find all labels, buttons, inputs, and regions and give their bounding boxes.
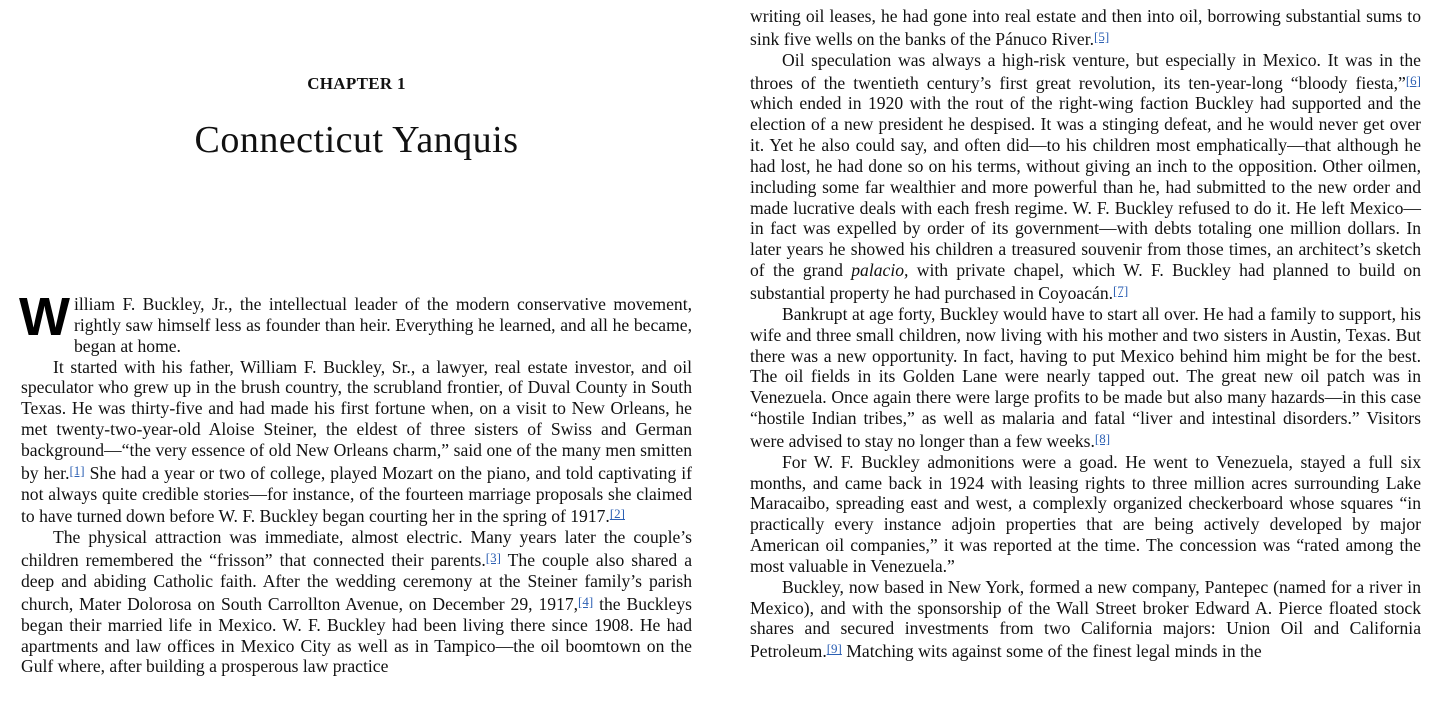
paragraph-text: with private chapel, which W. F. Buckley had planned to build on substantial property he had purchased in Coyoacán. <box>750 260 1421 303</box>
paragraph-text: Matching wits against some of the finest legal minds in the <box>841 641 1262 662</box>
footnote-link-5[interactable]: [5] <box>1094 28 1110 44</box>
paragraph-text: illiam F. Buckley, Jr., the intellectual leader of the modern conservative movement, rightly saw himself less as founder than heir. Everything he learned, and all he became, began at home. <box>73 294 692 356</box>
paragraph-text: Oil speculation was always a high-risk venture, but especially in Mexico. It was in the throes of the twentieth century’s first great revolution, its ten-year-long “bloody fiesta,” <box>750 49 1421 93</box>
paragraph-text: the Buckleys began their married life in Mexico. W. F. Buckley had been living there since 1908. He had apartments and law offices in Mexico City as well as in Tampico—the oil boomtown on the Gulf where, after building a prosperous law practice <box>21 593 692 677</box>
footnote-link-2[interactable]: [2] <box>609 506 626 522</box>
paragraph-text: For W. F. Buckley admonitions were a goad. He went to Venezuela, stayed a full six months, and came back in 1924 with leasing rights to three million acres surrounding Lake Maracaibo, spreading east and west, a complexly organized checkerboard whose squares “in practically every instance adjoin properties that are being actively developed by major American oil companies,” it was reported at the time. The concession was “rated among the most valuable in Venezuela.” <box>750 451 1421 576</box>
footnote-link-4[interactable]: [4] <box>578 593 594 609</box>
paragraph <box>21 357 692 528</box>
paragraph-text: She had a year or two of college, played Mozart on the piano, and told captivating if not always quite credible stories—for instance, of the fourteen marriage proposals she claimed to have turned down before W. F. Buckley began courting her in the spring of 1917. <box>21 462 692 527</box>
paragraph <box>19 287 692 357</box>
paragraph-text: writing oil leases, he had gone into real estate and then into oil, borrowing substantial sums to sink five wells on the banks of the Pánuco River. <box>750 6 1421 49</box>
italic-word: palacio, <box>851 260 909 281</box>
paragraph-text: Bankrupt at age forty, Buckley would have to start all over. He had a family to support, his wife and three small children, now living with his mother and two sisters in Austin, Texas. But there was a new opportunity. In fact, having to put Mexico behind him might be for the best. The oil fields in its Golden Lane were nearly tapped out. The great new oil patch was in Venezuela. Once again there were large profits to be made but also many hazards—in this case “hostile Indian tribes,” as well as malaria and fatal “liver and intestinal disorders.” Visitors were advised to stay no longer than a few weeks. <box>750 303 1421 451</box>
paragraph-text: The couple also shared a deep and abiding Catholic faith. After the wedding ceremony at the Steiner family’s parish church, Mater Dolorosa on South Carrollton Avenue, on December 29, 1917, <box>21 550 692 614</box>
paragraph <box>750 6 1421 50</box>
paragraph-text: Buckley, now based in New York, formed a new company, Pantepec (named for a river in Mexico), and with the sponsorship of the Wall Street broker Edward A. Pierce floated stock shares and secured investments from two California majors: Union Oil and California Petroleum. <box>750 576 1421 662</box>
paragraph-text: The physical attraction was immediate, almost electric. Many years later the couple’s children remembered the “frisson” that connected their parents. <box>21 527 692 571</box>
footnote-link-9[interactable]: [9] <box>826 641 842 657</box>
footnote-link-1[interactable]: [1] <box>69 462 85 478</box>
paragraph <box>750 452 1421 577</box>
left-page <box>21 0 692 724</box>
paragraph <box>750 577 1421 662</box>
footnote-link-3[interactable]: [3] <box>485 550 501 566</box>
right-body-text <box>750 6 1421 662</box>
paragraph <box>750 50 1421 304</box>
paragraph <box>750 304 1421 452</box>
footnote-link-8[interactable]: [8] <box>1094 430 1111 446</box>
chapter-label: CHAPTER 1 <box>307 74 406 93</box>
paragraph-text: which ended in 1920 with the rout of the right-wing faction Buckley had supported and the election of a new president he despised. It was a stinging defeat, and he would never get over it. Yet he also could say, and often did—to his children most emphatically—that although he had lost, he had done so on his terms, without giving an inch to the opposition. Other oilmen, including some far wealthier and more powerful than he, had submitted to the new order and made lucrative deals with each fresh regime. W. F. Buckley refused to do it. He left Mexico—in fact was expelled by order of its government—with debts totaling one million dollars. In later years he showed his children a treasured souvenir from those times, an architect’s sketch of the grand <box>750 93 1421 281</box>
paragraph <box>21 527 692 677</box>
right-page <box>750 0 1421 724</box>
drop-cap: W <box>19 287 70 347</box>
left-body-text <box>19 287 692 677</box>
footnote-link-6[interactable]: [6] <box>1405 72 1421 88</box>
footnote-link-7[interactable]: [7] <box>1113 282 1129 298</box>
chapter-title: Connecticut Yanquis <box>194 119 519 161</box>
paragraph-text: It started with his father, William F. Buckley, Sr., a lawyer, real estate investor, and oil speculator who grew up in the brush country, the scrubland frontier, of Duval County in South Texas. He was thirty-five and had made his first fortune when, on a visit to New Orleans, he met twenty-two-year-old Aloise Steiner, the eldest of three sisters of Swiss and German background—“the very essence of old New Orleans charm,” said one of the many men smitten by her. <box>21 356 692 483</box>
